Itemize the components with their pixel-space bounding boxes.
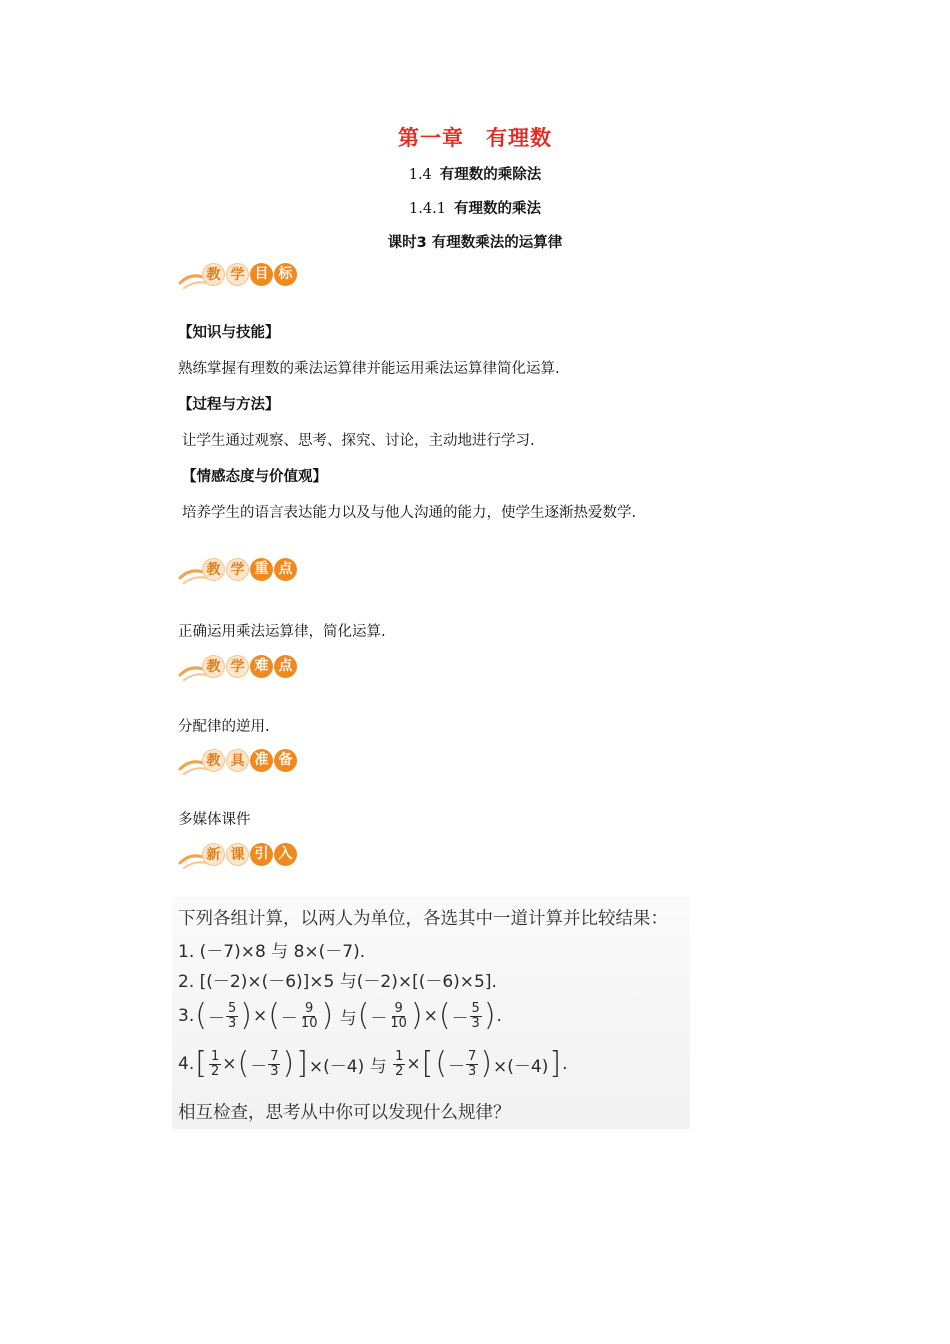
knowledge-heading: 【知识与技能】: [178, 325, 280, 341]
banner-difficulties: [178, 651, 318, 685]
banner-char: 具: [226, 749, 249, 772]
section-title: 有理数的乘除法: [439, 167, 542, 183]
section-number: 1.4: [408, 167, 432, 183]
item-3-number: 3.: [178, 1006, 195, 1026]
difficulty-text: 分配律的逆用.: [178, 719, 270, 735]
banner-teaching-tools: [178, 745, 318, 779]
banner-char: 点: [274, 558, 297, 581]
banner-char: 入: [274, 843, 297, 866]
item-4-number: 4.: [178, 1054, 195, 1074]
chapter-title: 第一章 有理数: [398, 126, 552, 150]
exercise-item-3: 3. ( － $\frac{5}{3}$ ) × ( － $\frac{9}{10}$ ) 与 ( － $\frac{9}{10}$ ) × ( － $\frac{5}{3}$ ) .: [178, 998, 502, 1033]
banner-char: 重: [250, 558, 273, 581]
banner-char: 准: [250, 749, 273, 772]
key-point-text: 正确运用乘法运算律，简化运算.: [178, 624, 386, 640]
tools-text: 多媒体课件: [178, 812, 251, 828]
banner-char: 教: [202, 749, 225, 772]
intro-prompt: 下列各组计算，以两人为单位，各选其中一道计算并比较结果：: [178, 909, 668, 929]
banner-char: 学: [226, 263, 249, 286]
banner-char: 新: [202, 843, 225, 866]
banner-char: 备: [274, 749, 297, 772]
process-text: 让学生通过观察、思考、探究、讨论，主动地进行学习.: [182, 433, 535, 449]
intro-exercise-image: [172, 897, 690, 1129]
banner-char: 学: [226, 655, 249, 678]
subsection-title: 有理数的乘法: [453, 201, 541, 217]
banner-char: 标: [274, 263, 297, 286]
section-heading: [0, 163, 950, 184]
banner-char: 难: [250, 655, 273, 678]
lesson-title: 课时3 有理数乘法的运算律: [387, 235, 563, 251]
banner-char: 教: [202, 655, 225, 678]
banner-teaching-goals: [178, 259, 318, 293]
banner-key-points: [178, 554, 318, 588]
banner-char: 目: [250, 263, 273, 286]
process-heading: 【过程与方法】: [178, 397, 280, 413]
banner-char: 引: [250, 843, 273, 866]
exercise-item-2: 2. [(－2)×(－6)]×5 与(－2)×[(－6)×5].: [178, 972, 497, 992]
emotion-text: 培养学生的语言表达能力以及与他人沟通的能力，使学生逐渐热爱数学.: [182, 505, 637, 521]
knowledge-text: 熟练掌握有理数的乘法运算律并能运用乘法运算律简化运算.: [178, 361, 560, 377]
banner-char: 课: [226, 843, 249, 866]
exercise-item-4: 4. [ $\frac{1}{2}$ × ( － $\frac{7}{3}$ ) ] ×(－4) 与 $\frac{1}{2}$ × [ ( － $\frac{7}{3}$ ) ×(－4) ] .: [178, 1046, 568, 1081]
banner-char: 教: [202, 558, 225, 581]
banner-char: 教: [202, 263, 225, 286]
banner-char: 点: [274, 655, 297, 678]
banner-char: 学: [226, 558, 249, 581]
emotion-heading: 【情感态度与价值观】: [182, 469, 327, 485]
banner-new-lesson-intro: [178, 839, 318, 873]
subsection-number: 1.4.1: [409, 201, 446, 217]
subsection-heading: [0, 197, 950, 218]
intro-closing: 相互检查，思考从中你可以发现什么规律？: [178, 1103, 511, 1123]
exercise-item-1: 1. (－7)×8 与 8×(－7).: [178, 942, 366, 962]
